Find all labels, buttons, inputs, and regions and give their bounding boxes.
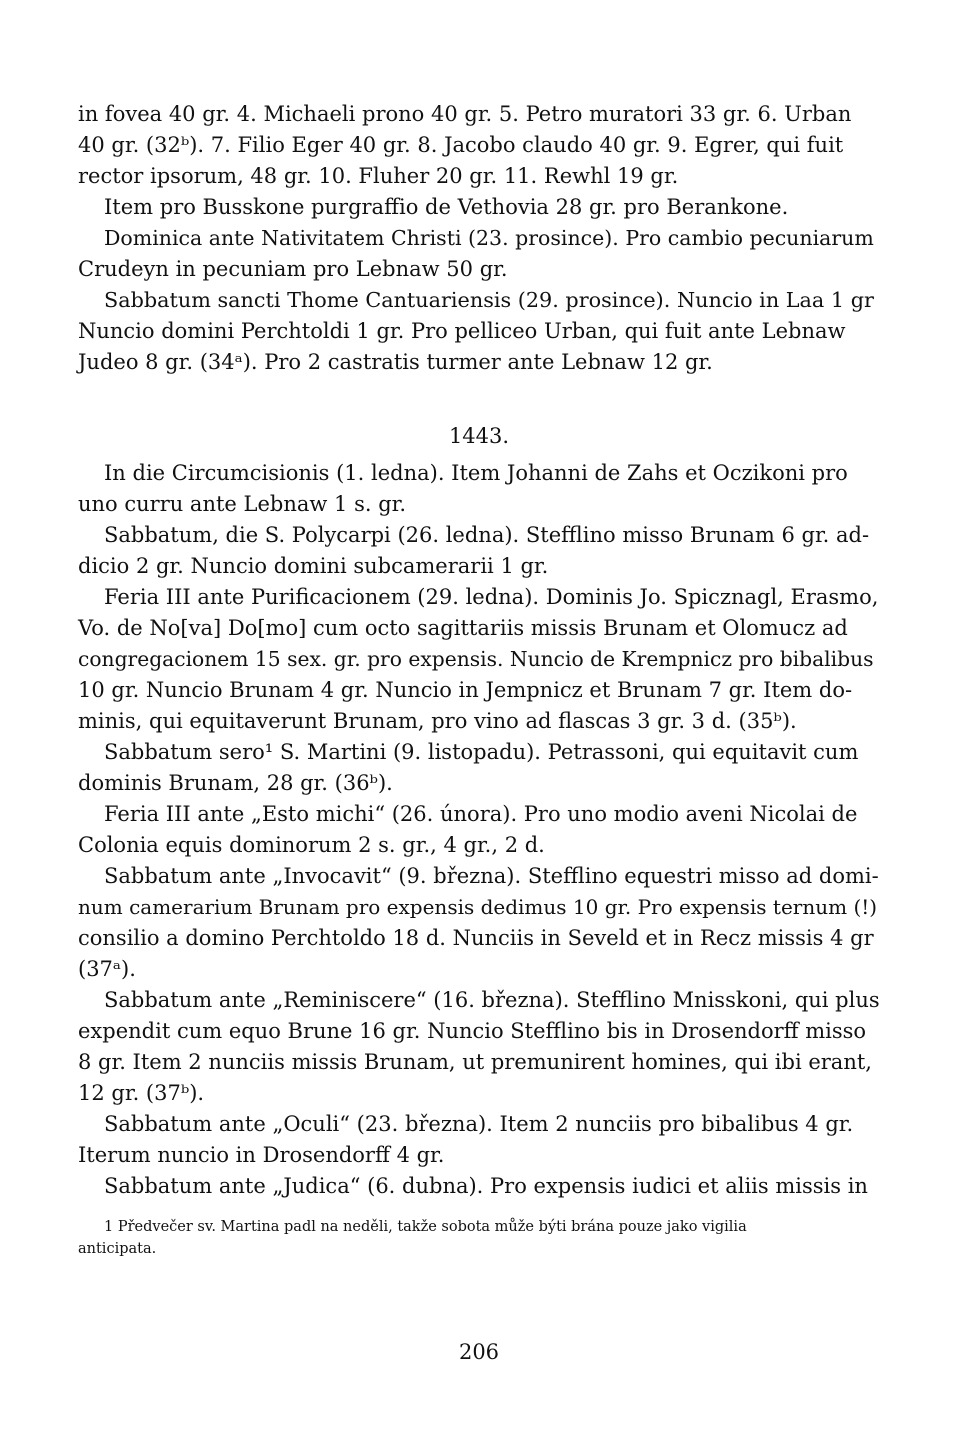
- text-line: Sabbatum, die S. Polycarpi (26. ledna). Stefflino misso Brunam 6 gr. ad-: [104, 523, 870, 547]
- text-line: minis, qui equitaverunt Brunam, pro vino ad flascas 3 gr. 3 d. (35ᵇ).: [78, 709, 797, 733]
- footnote-line: 1 Předvečer sv. Martina padl na neděli, takže sobota může býti brána pouze jako vigilia: [104, 1219, 747, 1235]
- text-line: Colonia equis dominorum 2 s. gr., 4 gr., 2 d.: [78, 833, 545, 857]
- text-line: 40 gr. (32ᵇ). 7. Filio Eger 40 gr. 8. Jacobo claudo 40 gr. 9. Egrer, qui fuit: [78, 133, 844, 157]
- text-line: Sabbatum sero¹ S. Martini (9. listopadu). Petrassoni, qui equitavit cum: [104, 740, 859, 764]
- year-heading: 1443.: [448, 424, 510, 448]
- text-line: in fovea 40 gr. 4. Michaeli prono 40 gr. 5. Petro muratori 33 gr. 6. Urban: [78, 102, 852, 126]
- text-line: num camerarium Brunam pro expensis dedimus 10 gr. Pro expensis ternum (!): [78, 895, 878, 919]
- text-line: In die Circumcisionis (1. ledna). Item Johanni de Zahs et Oczikoni pro: [104, 461, 848, 485]
- text-line: 12 gr. (37ᵇ).: [78, 1081, 205, 1105]
- text-line: Sabbatum ante „Reminiscere“ (16. března). Stefflino Mnisskoni, qui plus: [104, 988, 880, 1012]
- text-line: dicio 2 gr. Nuncio domini subcamerarii 1 gr.: [78, 554, 549, 578]
- text-line: congregacionem 15 sex. gr. pro expensis. Nuncio de Krempnicz pro bibalibus: [78, 647, 874, 671]
- text-line: 8 gr. Item 2 nunciis missis Brunam, ut premunirent homines, qui ibi erant,: [78, 1050, 872, 1074]
- text-line: Vo. de No[va] Do[mo] cum octo sagittariis missis Brunam et Olomucz ad: [78, 616, 848, 640]
- text-line: Item pro Busskone purgraffio de Vethovia 28 gr. pro Berankone.: [104, 195, 789, 219]
- text-line: Nuncio domini Perchtoldi 1 gr. Pro pelliceo Urban, qui fuit ante Lebnaw: [78, 319, 846, 343]
- text-line: uno curru ante Lebnaw 1 s. gr.: [78, 492, 407, 516]
- text-line: consilio a domino Perchtoldo 18 d. Nunciis in Seveld et in Recz missis 4 gr: [78, 926, 874, 950]
- page-number: 206: [458, 1340, 500, 1364]
- text-line: Crudeyn in pecuniam pro Lebnaw 50 gr.: [78, 257, 508, 281]
- text-line: 10 gr. Nuncio Brunam 4 gr. Nuncio in Jempnicz et Brunam 7 gr. Item do-: [78, 678, 853, 702]
- text-line: Sabbatum sancti Thome Cantuariensis (29. prosince). Nuncio in Laa 1 gr: [104, 288, 874, 312]
- text-line: Sabbatum ante „Invocavit“ (9. března). Stefflino equestri misso ad domi-: [104, 864, 879, 888]
- text-line: expendit cum equo Brune 16 gr. Nuncio Stefflino bis in Drosendorff misso: [78, 1019, 867, 1043]
- text-line: Sabbatum ante „Oculi“ (23. března). Item 2 nunciis pro bibalibus 4 gr.: [104, 1112, 854, 1136]
- text-line: dominis Brunam, 28 gr. (36ᵇ).: [78, 771, 393, 795]
- text-line: rector ipsorum, 48 gr. 10. Fluher 20 gr. 11. Rewhl 19 gr.: [78, 164, 679, 188]
- text-line: Judeo 8 gr. (34ᵃ). Pro 2 castratis turmer ante Lebnaw 12 gr.: [78, 350, 713, 374]
- text-line: Feria III ante „Esto michi“ (26. února). Pro uno modio aveni Nicolai de: [104, 802, 858, 826]
- text-line: (37ᵃ).: [78, 957, 136, 981]
- text-line: Feria III ante Purificacionem (29. ledna). Dominis Jo. Spicznagl, Erasmo,: [104, 585, 879, 609]
- footnote-line: anticipata.: [78, 1241, 157, 1257]
- text-line: Dominica ante Nativitatem Christi (23. prosince). Pro cambio pecuniarum: [104, 226, 874, 250]
- text-line: Iterum nuncio in Drosendorff 4 gr.: [78, 1143, 445, 1167]
- text-line: Sabbatum ante „Judica“ (6. dubna). Pro expensis iudici et aliis missis in: [104, 1174, 868, 1198]
